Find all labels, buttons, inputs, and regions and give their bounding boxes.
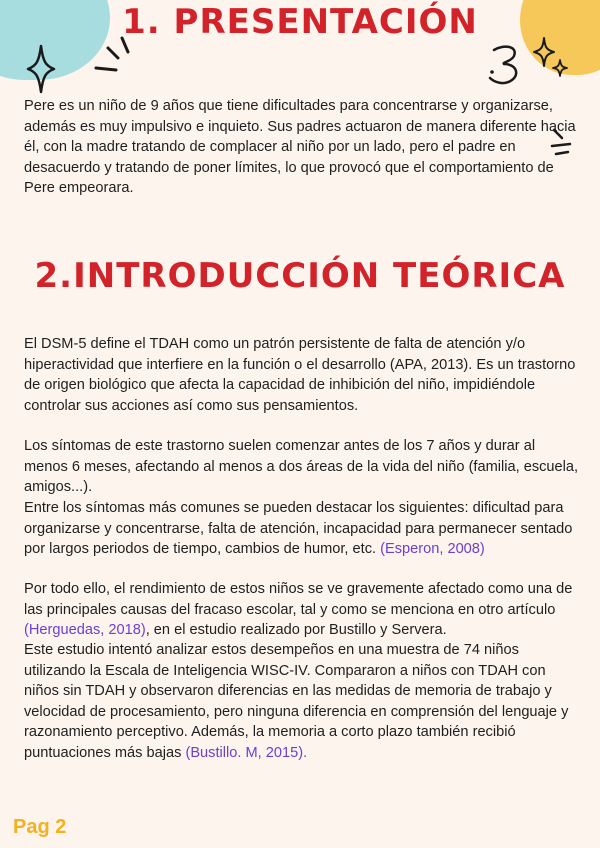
squiggle-three-icon [486, 42, 526, 90]
intro-paragraph-common-symptoms [24, 498, 580, 560]
sparkle-left-icon [26, 44, 56, 94]
intro-paragraph-symptoms-onset: Los síntomas de este trastorno suelen comenzar antes de los 7 años y durar al menos 6 meses, afectando al menos a dos áreas de la vida del niño (familia, escuela, amigos...). [24, 438, 579, 495]
common-symptoms-text: Entre los síntomas más comunes se pueden destacar los siguientes: dificultad para organizarse y concentrarse, falta de atención, incapacidad para permanecer sentado por largos periodos de tiempo, cambios de humor, etc. [24, 500, 573, 557]
section-title-introduccion: 2.INTRODUCCIÓN TEÓRICA [34, 256, 566, 296]
intro-paragraph-wisc-study [24, 640, 580, 763]
citation-esperon: (Esperon, 2008) [380, 541, 485, 557]
school-performance-text-b: , en el estudio realizado por Bustillo y Servera. [145, 622, 447, 638]
citation-period: . [303, 744, 308, 761]
wisc-study-text: Este estudio intentó analizar estos desempeños en una muestra de 74 niños utilizando la Escala de Inteligencia WISC-IV. Compararon a niños con TDAH con niños sin TDAH y observaron diferencias en las medidas de memoria de trabajo y velocidad de procesamiento, pero ninguna diferencia en comprensión del lenguaje y razonamiento perceptivo. Además, la memoria a corto plazo también recibió puntuaciones más bajas [24, 642, 569, 761]
presentation-paragraph: Pere es un niño de 9 años que tiene dificultades para concentrarse y organizarse, además es muy impulsivo e inquieto. Sus padres actuaron de manera diferente hacia él, con la madre tratando de complacer al niño por un lado, pero el padre en desacuerdo y tratando de poner límites, lo que provocó que el comportamiento de Pere empeorara. [24, 98, 576, 196]
school-performance-text-a: Por todo ello, el rendimiento de estos niños se ve gravemente afectado como una de las principales causas del fracaso escolar, tal y como se menciona en otro artículo [24, 581, 573, 618]
page-number: Pag 2 [13, 816, 67, 838]
citation-bustillo: (Bustillo. M, 2015) [185, 744, 304, 761]
citation-herguedas: (Herguedas, 2018) [24, 622, 146, 638]
sparkles-right-icon [530, 36, 570, 82]
section-title-presentacion: 1. PRESENTACIÓN [122, 2, 478, 42]
intro-paragraph-school-performance [24, 579, 580, 641]
intro-paragraph-dsm5: El DSM-5 define el TDAH como un patrón persistente de falta de atención y/o hiperactividad que interfiere en la función o el desarrollo (APA, 2013). Es un trastorno de origen biológico que afecta la capacidad de inhibición del niño, impidiéndole controlar sus acciones así como sus pensamientos. [24, 336, 576, 414]
